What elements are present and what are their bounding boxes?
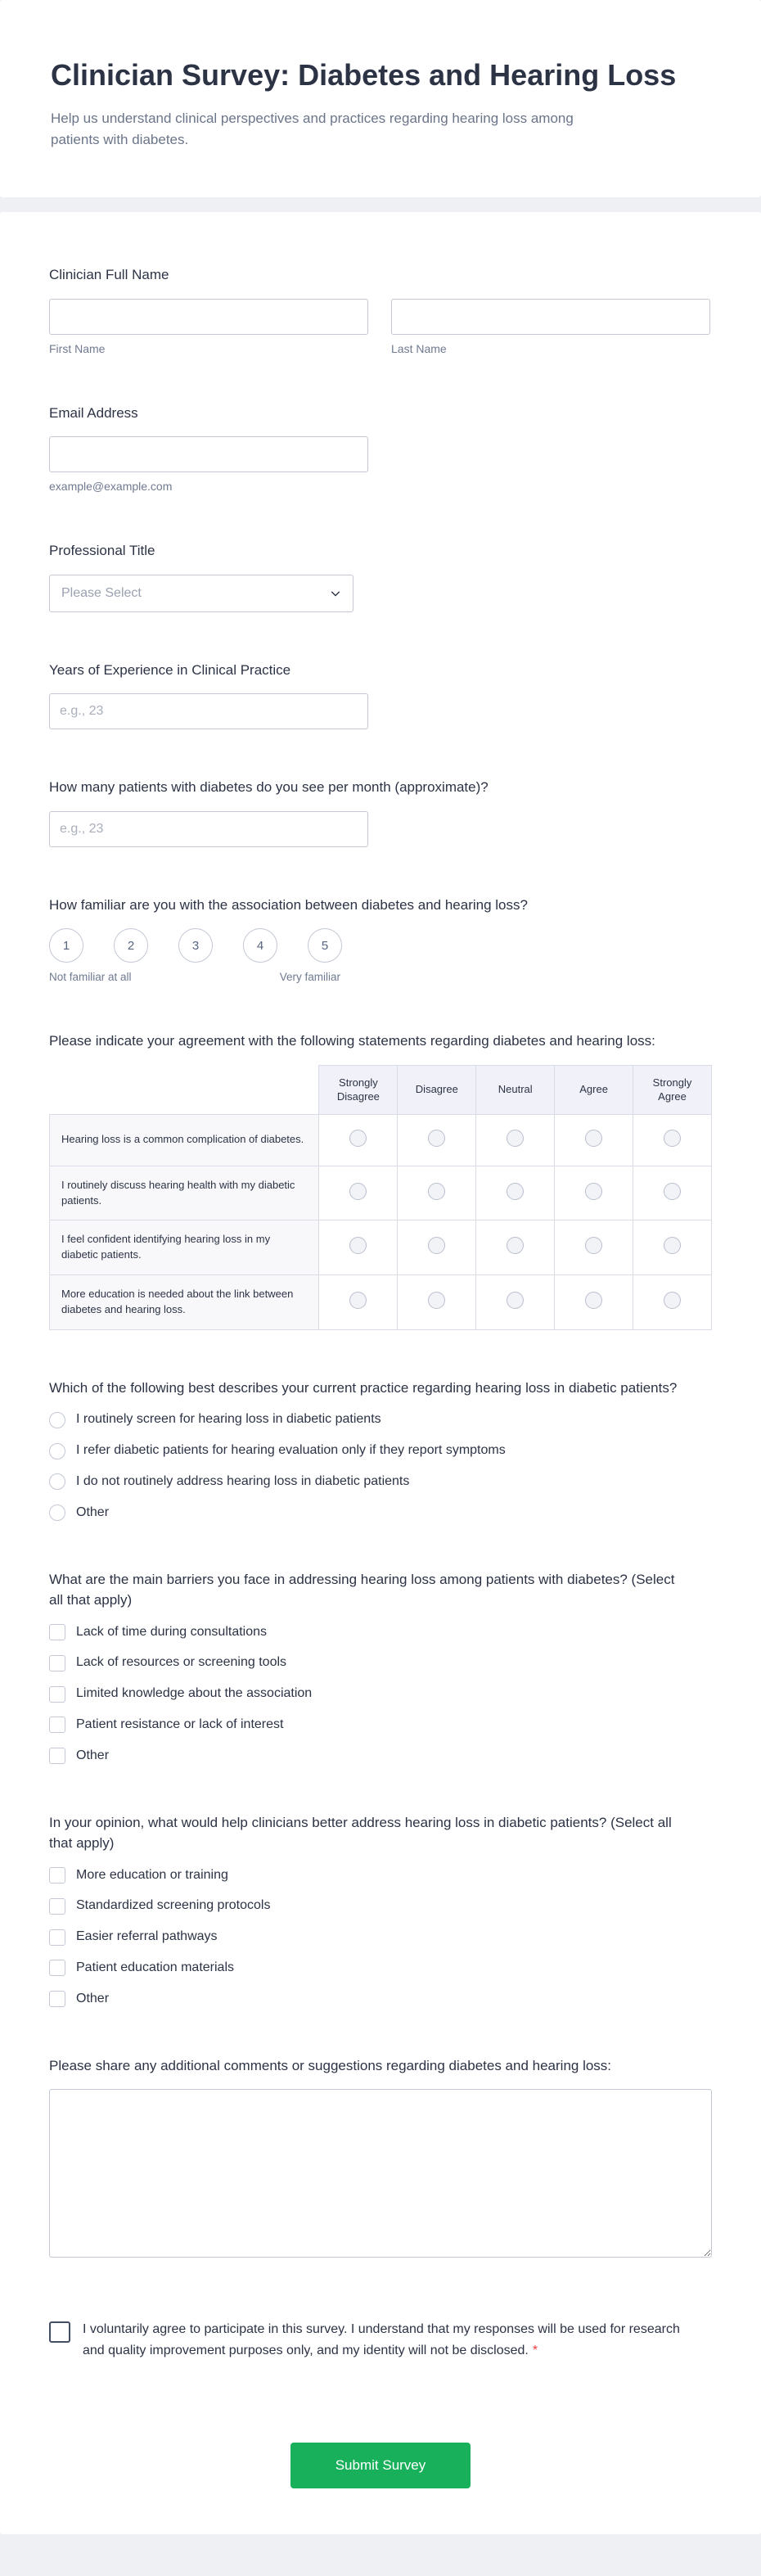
full-name-label: Clinician Full Name [49,267,169,283]
checkbox-option[interactable] [49,1867,712,1884]
checkbox-option-label: Standardized screening protocols [76,1898,271,1913]
checkbox-option[interactable] [49,1654,712,1671]
matrix-radio[interactable] [664,1237,681,1254]
matrix-radio[interactable] [349,1237,367,1254]
matrix-radio[interactable] [664,1292,681,1309]
radio-icon[interactable] [49,1473,65,1490]
checkbox-option[interactable] [49,1991,712,2008]
question-agreement-matrix [49,1031,712,1330]
checkbox-option-label: Easier referral pathways [76,1929,218,1944]
matrix-radio[interactable] [664,1183,681,1200]
matrix-column-header: Disagree [398,1065,476,1114]
matrix-radio[interactable] [585,1130,602,1147]
barriers-label: What are the main barriers you face in addressing hearing loss among patients with diabetes? (Select all that apply) [49,1571,675,1608]
question-professional-title [49,540,712,612]
question-comments [49,2055,712,2262]
comments-textarea[interactable] [49,2089,712,2258]
checkbox-option-label: Patient education materials [76,1960,234,1974]
checkbox-icon[interactable] [49,1898,65,1915]
radio-icon[interactable] [49,1412,65,1428]
chevron-down-icon [330,588,341,599]
question-email [49,403,712,494]
scale-max-label: Very familiar [279,971,340,984]
matrix-radio[interactable] [507,1183,524,1200]
question-barriers [49,1569,712,1765]
scale-min-label: Not familiar at all [49,971,132,984]
checkbox-icon[interactable] [49,1960,65,1976]
checkbox-icon[interactable] [49,1686,65,1703]
checkbox-option-label: Lack of resources or screening tools [76,1655,287,1670]
radio-option-label: I routinely screen for hearing loss in diabetic patients [76,1412,381,1427]
matrix-radio[interactable] [585,1183,602,1200]
checkbox-option-label: Lack of time during consultations [76,1624,268,1639]
professional-title-select[interactable] [49,575,353,612]
professional-title-label: Professional Title [49,543,155,559]
agreement-matrix-table [49,1065,712,1330]
last-name-sublabel: Last Name [391,341,447,355]
matrix-radio[interactable] [507,1237,524,1254]
form-header [0,0,761,197]
matrix-column-header: Neutral [476,1065,555,1114]
scale-option-1[interactable]: 1 [49,928,83,963]
required-asterisk: * [532,2343,538,2357]
email-label: Email Address [49,404,138,421]
matrix-row [50,1114,712,1166]
radio-icon[interactable] [49,1505,65,1521]
consent-label [83,2319,687,2361]
matrix-column-header: Strongly Disagree [319,1065,398,1114]
matrix-radio[interactable] [428,1292,445,1309]
matrix-row-label: I routinely discuss hearing health with my diabetic patients. [50,1166,319,1220]
page-title: Clinician Survey: Diabetes and Hearing Loss [51,58,677,92]
matrix-corner-cell [50,1065,319,1114]
patients-per-month-input[interactable] [49,811,368,847]
radio-option[interactable] [49,1442,712,1459]
radio-icon[interactable] [49,1443,65,1459]
consent-field[interactable] [49,2319,687,2361]
submit-area [49,2443,712,2488]
question-patients-per-month [49,777,712,847]
matrix-column-header: Agree [555,1065,633,1114]
question-years-experience [49,660,712,730]
first-name-input[interactable] [49,299,368,335]
checkbox-icon[interactable] [49,1748,65,1764]
matrix-radio[interactable] [349,1292,367,1309]
checkbox-option-label: Other [76,1991,110,2005]
comments-label: Please share any additional comments or suggestions regarding diabetes and hearing loss: [49,2057,612,2073]
scale-option-2[interactable]: 2 [114,928,148,963]
matrix-radio[interactable] [585,1237,602,1254]
checkbox-option[interactable] [49,1960,712,1977]
matrix-row-label: More education is needed about the link between diabetes and hearing loss. [50,1275,319,1330]
scale-endpoint-labels [49,971,340,983]
matrix-radio[interactable] [349,1130,367,1147]
question-improvements [49,1812,712,2008]
matrix-radio[interactable] [428,1130,445,1147]
page-subtitle: Help us understand clinical perspectives and practices regarding hearing loss among patients with diabetes. [51,111,574,147]
matrix-radio[interactable] [349,1183,367,1200]
scale-option-5[interactable]: 5 [308,928,342,963]
checkbox-icon[interactable] [49,1929,65,1946]
matrix-row-label: I feel confident identifying hearing loss in my diabetic patients. [50,1220,319,1275]
checkbox-icon[interactable] [49,1624,65,1640]
matrix-row [50,1220,712,1275]
checkbox-option[interactable] [49,1717,712,1734]
checkbox-option[interactable] [49,1929,712,1946]
radio-option[interactable] [49,1505,712,1522]
matrix-radio[interactable] [507,1130,524,1147]
email-input[interactable] [49,436,368,472]
checkbox-option[interactable] [49,1685,712,1703]
radio-option[interactable] [49,1473,712,1491]
years-experience-label: Years of Experience in Clinical Practice [49,661,291,678]
matrix-radio[interactable] [507,1292,524,1309]
last-name-input[interactable] [391,299,710,335]
select-placeholder: Please Select [61,585,142,600]
question-current-practice [49,1378,712,1522]
form-body [0,212,761,2534]
agreement-matrix-label: Please indicate your agreement with the following statements regarding diabetes and hearing loss: [49,1033,655,1049]
checkbox-option-label: Other [76,1748,110,1762]
question-familiarity-scale [49,895,712,984]
familiarity-scale-label: How familiar are you with the association between diabetes and hearing loss? [49,896,528,913]
matrix-radio[interactable] [664,1130,681,1147]
scale-option-4[interactable]: 4 [243,928,277,963]
question-full-name [49,264,712,355]
matrix-radio[interactable] [428,1237,445,1254]
consent-checkbox[interactable] [49,2321,70,2343]
first-name-sublabel: First Name [49,341,106,355]
consent-label-text: I voluntarily agree to participate in this survey. I understand that my responses will be used for research and quality improvement purposes only, and my identity will not be disclosed. [83,2322,680,2357]
scale-row [49,928,712,963]
checkbox-option-label: More education or training [76,1867,228,1882]
years-experience-input[interactable] [49,693,368,729]
patients-per-month-label: How many patients with diabetes do you see per month (approximate)? [49,779,489,796]
radio-option-label: I refer diabetic patients for hearing evaluation only if they report symptoms [76,1443,506,1458]
matrix-row [50,1275,712,1330]
scale-option-3[interactable]: 3 [178,928,213,963]
checkbox-option[interactable] [49,1748,712,1765]
checkbox-option-label: Patient resistance or lack of interest [76,1717,284,1731]
submit-button[interactable]: Submit Survey [290,2443,471,2488]
checkbox-icon[interactable] [49,1655,65,1671]
matrix-radio[interactable] [428,1183,445,1200]
checkbox-option-label: Limited knowledge about the association [76,1686,313,1701]
radio-option-label: I do not routinely address hearing loss in diabetic patients [76,1473,410,1488]
radio-option-label: Other [76,1505,110,1519]
matrix-row [50,1166,712,1220]
matrix-radio[interactable] [585,1292,602,1309]
email-sublabel: example@example.com [49,480,173,494]
checkbox-icon[interactable] [49,1991,65,2007]
radio-option[interactable] [49,1411,712,1428]
checkbox-icon[interactable] [49,1717,65,1733]
improvements-label: In your opinion, what would help clinicians better address hearing loss in diabetic patients? (Select all that apply) [49,1814,672,1852]
matrix-column-header: Strongly Agree [633,1065,712,1114]
checkbox-option[interactable] [49,1624,712,1641]
checkbox-icon[interactable] [49,1867,65,1884]
current-practice-label: Which of the following best describes your current practice regarding hearing loss in diabetic patients? [49,1379,678,1396]
matrix-row-label: Hearing loss is a common complication of diabetes. [50,1114,319,1166]
checkbox-option[interactable] [49,1897,712,1915]
